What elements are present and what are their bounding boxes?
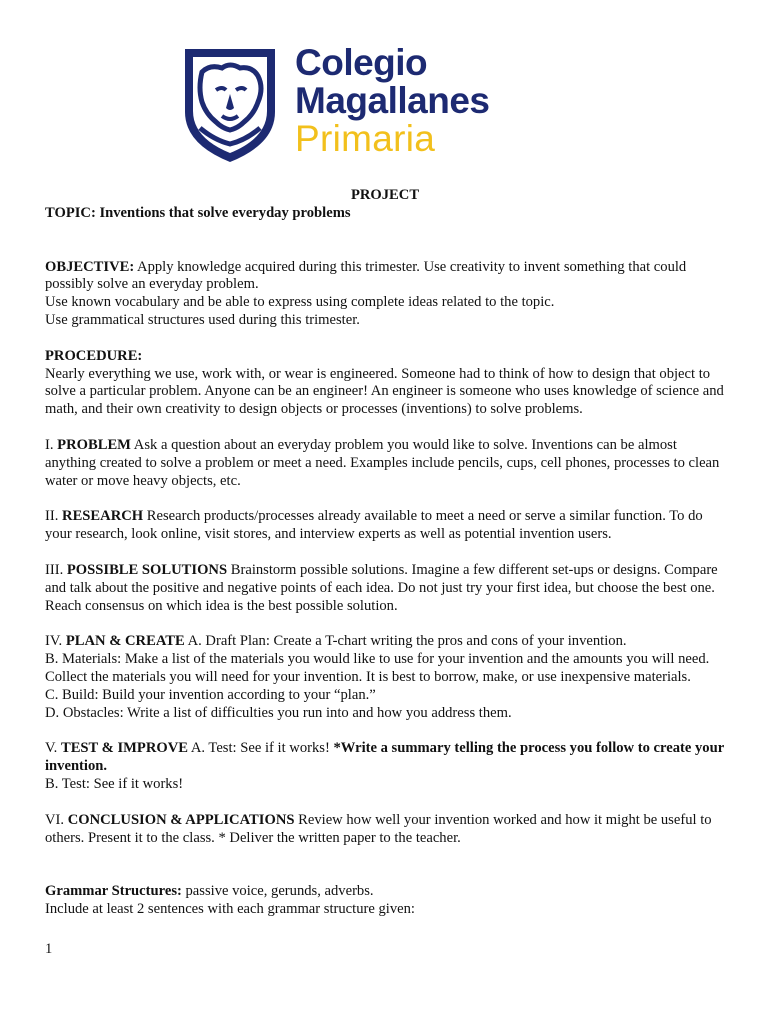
document-topic: TOPIC: Inventions that solve everyday problems bbox=[45, 204, 351, 221]
objective-label: OBJECTIVE: bbox=[45, 258, 135, 275]
section-problem bbox=[45, 437, 725, 490]
section-number: IV. bbox=[45, 633, 66, 650]
test-b: B. Test: See if it works! bbox=[45, 775, 184, 792]
section-text-a: A. Draft Plan: Create a T-chart writing the pros and cons of your invention. bbox=[184, 633, 627, 650]
section-label: CONCLUSION & APPLICATIONS bbox=[67, 811, 295, 828]
section-number: I. bbox=[45, 436, 58, 453]
page-number: 1 bbox=[45, 941, 53, 957]
section-label: RESEARCH bbox=[62, 508, 144, 525]
objective-paragraph bbox=[45, 259, 725, 295]
grammar-paragraph bbox=[45, 883, 725, 901]
plan-materials: B. Materials: Make a list of the materials you would like to use for your invention and the amounts you will need. Collect the materials you will need for your invention. It is best to borrow, make, or use inexpensive materials. bbox=[45, 651, 710, 685]
procedure-label: PROCEDURE: bbox=[45, 347, 143, 364]
document-title: PROJECT bbox=[350, 187, 420, 203]
section-label: TEST & IMPROVE bbox=[60, 740, 189, 757]
section-text: Review how well your invention worked and how it might be useful to others. Present it to the class. * Deliver the written paper to the teacher. bbox=[45, 811, 712, 846]
grammar-text-1: passive voice, gerunds, adverbs. bbox=[181, 883, 374, 900]
section-text-a: A. Test: See if it works! bbox=[188, 740, 334, 757]
document-body bbox=[45, 187, 725, 919]
school-logo bbox=[180, 44, 540, 168]
section-number: II. bbox=[45, 508, 63, 525]
section-label: PROBLEM bbox=[57, 436, 131, 453]
grammar-text-2: Include at least 2 sentences with each grammar structure given: bbox=[45, 901, 415, 918]
section-text: Ask a question about an everyday problem you would like to solve. Inventions can be almost anything created to solve a problem or meet a need. Examples include pencils, cups, cell phones, processes to clean water or move heavy objects, etc. bbox=[45, 436, 720, 489]
section-possible-solutions bbox=[45, 562, 725, 615]
procedure-text: Nearly everything we use, work with, or wear is engineered. Someone had to think of how to design that object to solve a particular problem. Anyone can be an engineer! An engineer is someone who uses knowledge of science and math, and their own creativity to design objects or processes (inventions) to solve problems. bbox=[45, 365, 724, 418]
section-number: V. bbox=[45, 740, 61, 757]
section-test-improve bbox=[45, 740, 725, 776]
section-research bbox=[45, 508, 725, 544]
logo-line-colegio: Colegio bbox=[295, 42, 428, 83]
section-label: PLAN & CREATE bbox=[65, 633, 185, 650]
plan-obstacles: D. Obstacles: Write a list of difficulties you run into and how you address them. bbox=[45, 704, 512, 721]
section-conclusion bbox=[45, 812, 725, 848]
section-label: POSSIBLE SOLUTIONS bbox=[66, 561, 228, 578]
objective-text-2: Use known vocabulary and be able to express using complete ideas related to the topic. bbox=[45, 294, 555, 311]
plan-build: C. Build: Build your invention according to your “plan.” bbox=[45, 686, 376, 703]
logo-line-magallanes: Magallanes bbox=[295, 80, 490, 121]
grammar-label: Grammar Structures: bbox=[45, 883, 182, 900]
section-text: Brainstorm possible solutions. Imagine a few different set-ups or designs. Compare and talk about the positive and negative points of each idea. Do not just try your first idea, but choose the best one. Reach consensus on which idea is the best possible solution. bbox=[45, 561, 718, 614]
section-plan-create bbox=[45, 633, 725, 651]
objective-text-3: Use grammatical structures used during this trimester. bbox=[45, 311, 360, 328]
logo-wordmark bbox=[295, 44, 489, 158]
section-number: III. bbox=[45, 561, 67, 578]
section-number: VI. bbox=[45, 811, 68, 828]
logo-line-primaria: Primaria bbox=[295, 118, 436, 159]
lion-shield-icon bbox=[180, 44, 280, 166]
objective-text-1: Apply knowledge acquired during this trimester. Use creativity to invent something that could possibly solve an everyday problem. bbox=[45, 258, 687, 293]
section-text: Research products/processes already available to meet a need or serve a similar function. To do your research, look online, visit stores, and interview experts as well as potential invention users. bbox=[45, 508, 703, 543]
summary-instruction: *Write a summary telling the process you follow to create your invention. bbox=[45, 740, 724, 775]
